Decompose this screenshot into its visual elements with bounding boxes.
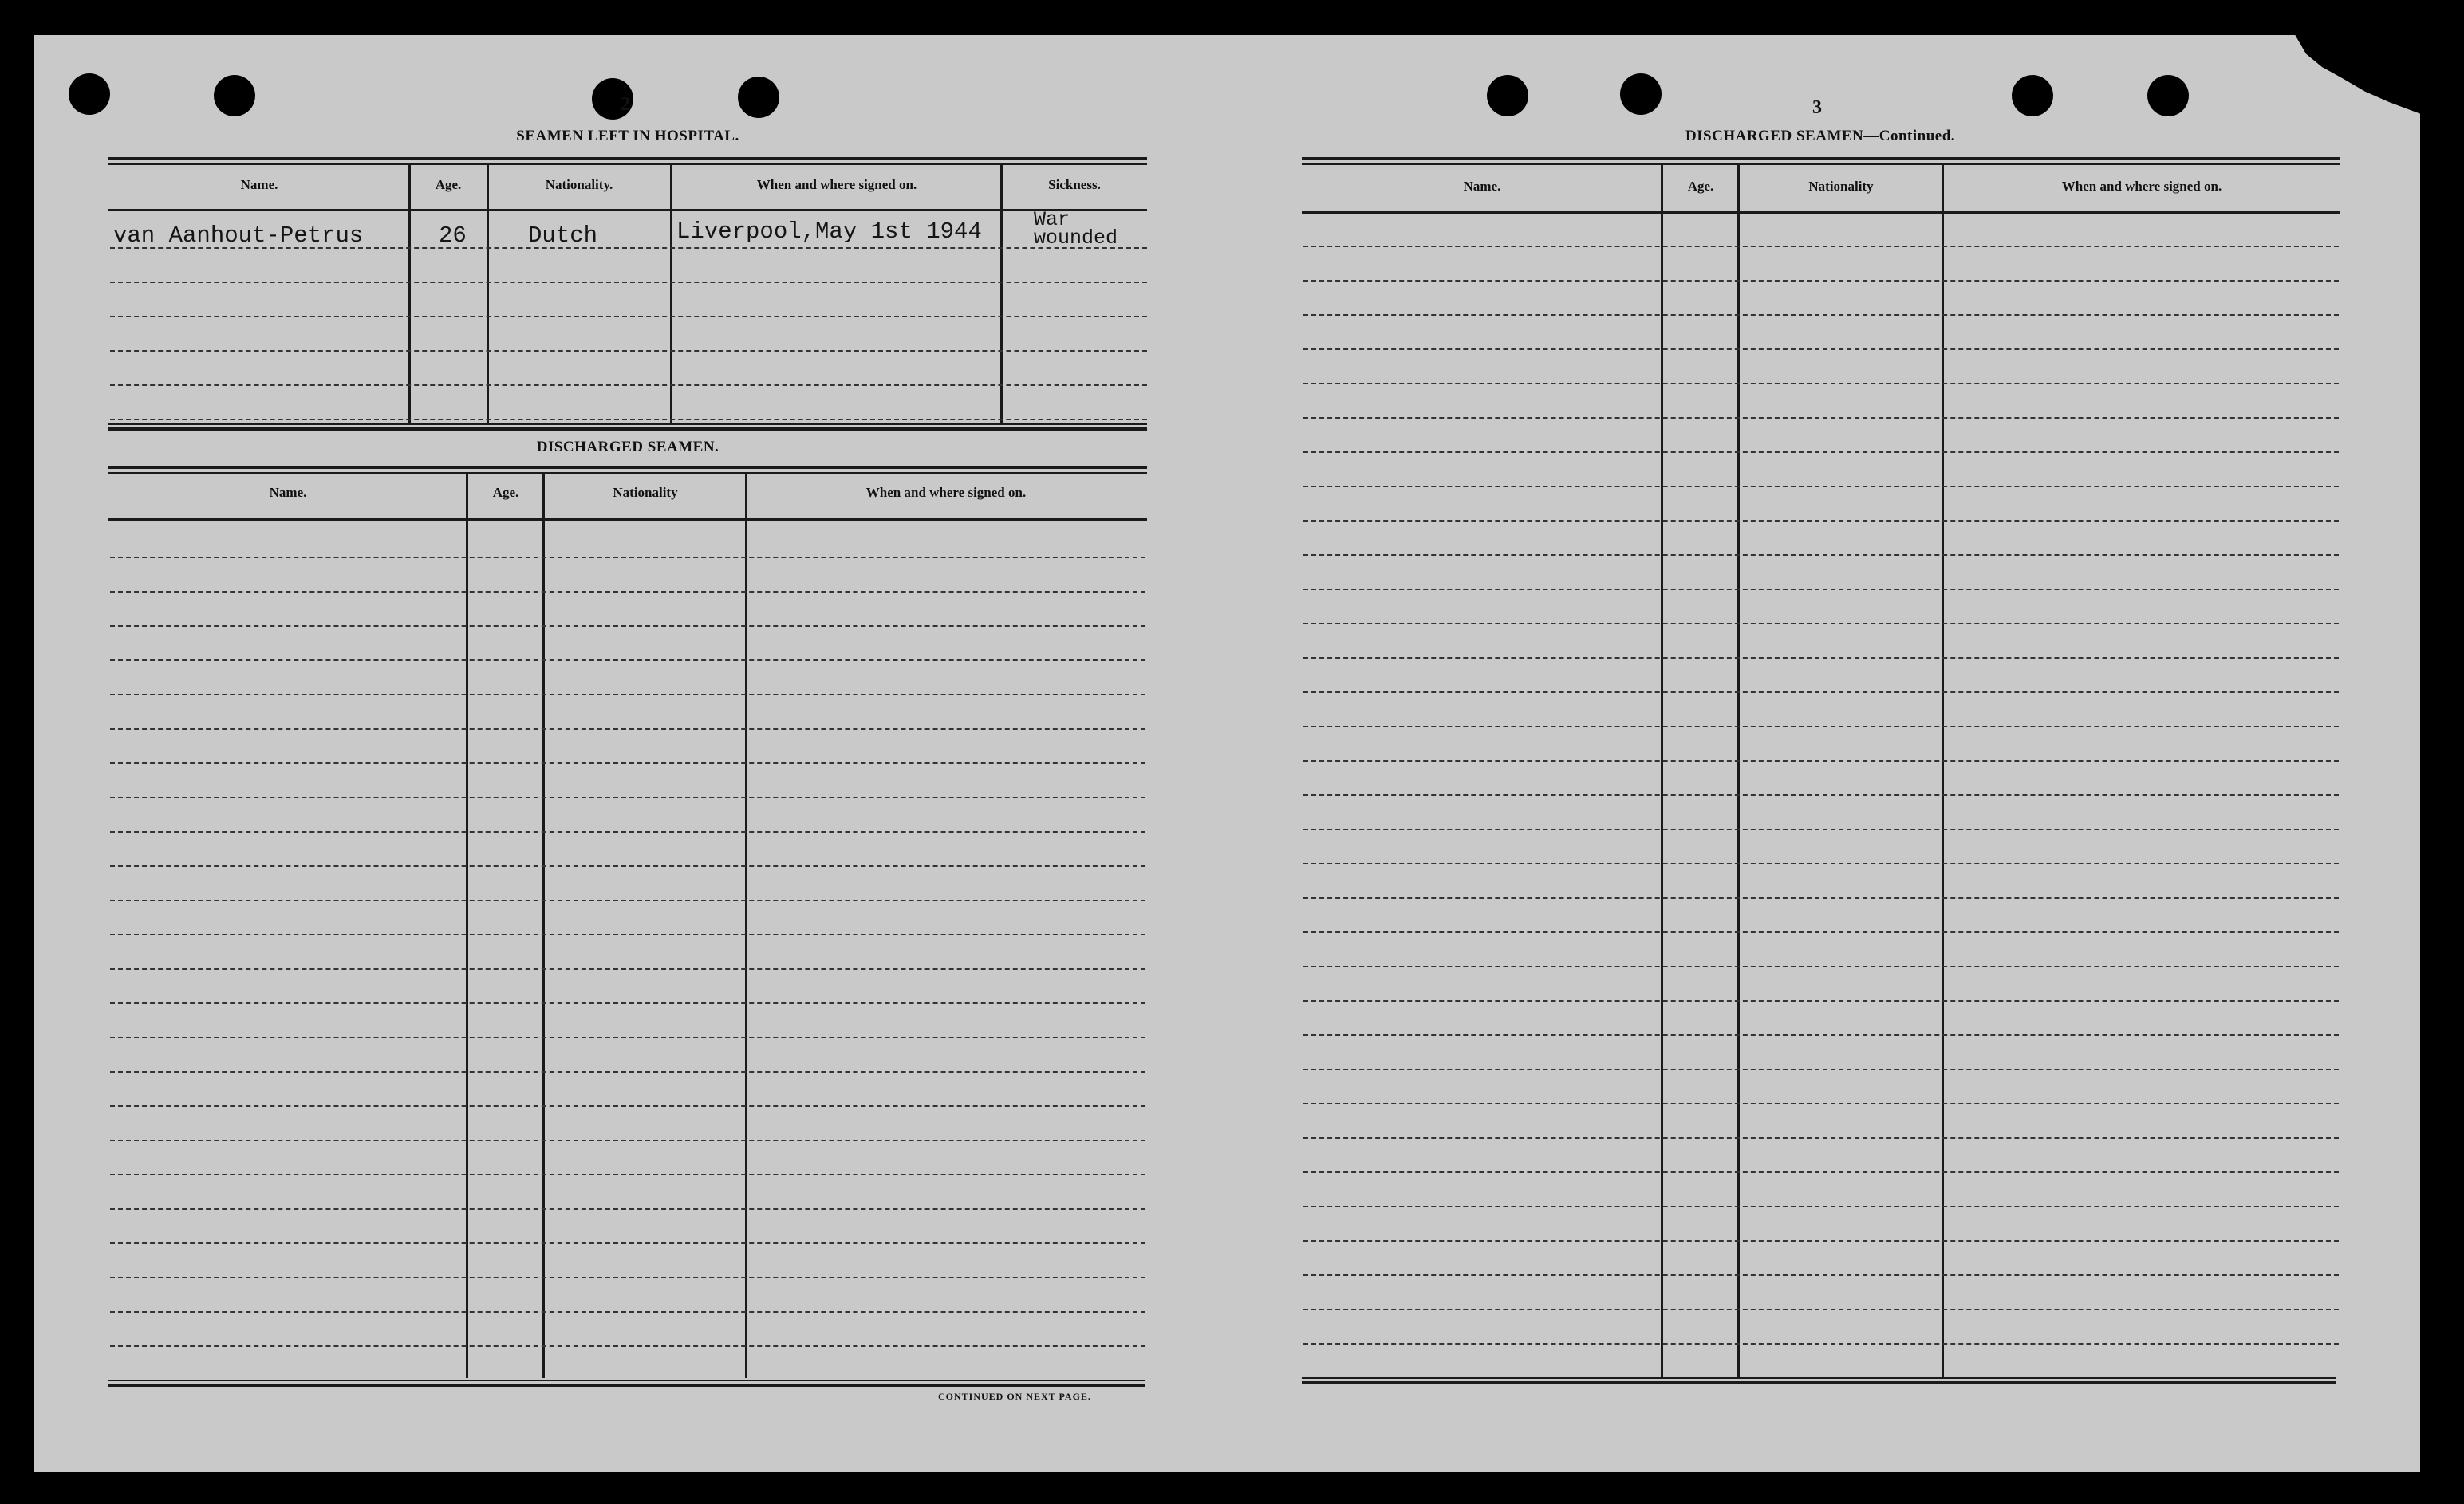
punch-hole [2012, 75, 2053, 116]
right-header-name: Name. [1463, 179, 1501, 194]
discharged-bottom-rule [108, 1380, 1145, 1381]
continued-footer: CONTINUED ON NEXT PAGE. [938, 1391, 1091, 1402]
hospital-top-rule-thin [108, 163, 1147, 165]
right-header-rule [1302, 211, 2340, 214]
hospital-row-sickness-2: wounded [1034, 226, 1118, 250]
right-dotted-line [1303, 1069, 2339, 1070]
right-top-rule-thin [1302, 163, 2340, 165]
discharged-dotted-line [110, 865, 1145, 867]
right-header-signed-on: When and where signed on. [2061, 179, 2222, 194]
right-dotted-line [1303, 1206, 2339, 1207]
hospital-header-sickness: Sickness. [1048, 177, 1101, 192]
document-sheet [34, 35, 2420, 1472]
discharged-dotted-line [110, 591, 1145, 593]
punch-hole [1487, 75, 1528, 116]
discharged-dotted-line [110, 934, 1145, 935]
right-dotted-line [1303, 246, 2339, 247]
page-number-right: 3 [1812, 97, 1822, 118]
right-dotted-line [1303, 554, 2339, 556]
right-header-age: Age. [1687, 179, 1714, 194]
right-header-nationality: Nationality [1808, 179, 1874, 194]
hospital-dotted-line [110, 350, 1147, 352]
discharged-dotted-line [110, 831, 1145, 833]
right-col-divider [1737, 165, 1740, 1377]
right-dotted-line [1303, 417, 2339, 419]
right-col-divider [1661, 165, 1663, 1377]
hospital-title: SEAMEN LEFT IN HOSPITAL. [516, 128, 739, 144]
page-number-left: 2 [621, 94, 630, 115]
hospital-header-nationality: Nationality. [545, 177, 613, 192]
right-dotted-line [1303, 966, 2339, 967]
discharged-header-age: Age. [492, 485, 519, 500]
punch-hole [2147, 75, 2189, 116]
right-dotted-line [1303, 451, 2339, 453]
right-dotted-line [1303, 1000, 2339, 1002]
discharged-header-nationality: Nationality [613, 485, 678, 500]
right-dotted-line [1303, 863, 2339, 864]
punch-hole [738, 77, 779, 118]
discharged-dotted-line [110, 1277, 1145, 1278]
right-bottom-rule [1302, 1377, 2336, 1379]
right-dotted-line [1303, 829, 2339, 830]
discharged-dotted-line [110, 557, 1145, 558]
hospital-bottom-rule [108, 423, 1147, 425]
right-dotted-line [1303, 726, 2339, 727]
punch-hole [1620, 73, 1662, 115]
right-dotted-line [1303, 931, 2339, 933]
right-dotted-line [1303, 383, 2339, 384]
discharged-dotted-line [110, 1208, 1145, 1210]
hospital-header-age: Age. [435, 177, 462, 192]
discharged-header-rule [108, 518, 1147, 521]
right-dotted-line [1303, 794, 2339, 796]
hospital-dotted-line [110, 247, 1147, 249]
hospital-row-age: 26 [439, 222, 467, 249]
hospital-dotted-line [110, 384, 1147, 386]
right-dotted-line [1303, 1034, 2339, 1036]
hospital-row-name: van Aanhout-Petrus [113, 222, 364, 249]
discharged-bottom-rule-thick [108, 1384, 1145, 1387]
right-dotted-line [1303, 486, 2339, 487]
right-dotted-line [1303, 520, 2339, 522]
right-col-divider [1942, 165, 1944, 1377]
discharged-dotted-line [110, 1105, 1145, 1107]
hospital-header-signed-on: When and where signed on. [756, 177, 917, 192]
right-dotted-line [1303, 348, 2339, 350]
right-dotted-line [1303, 1137, 2339, 1139]
hospital-dotted-line [110, 316, 1147, 317]
discharged-continued-title: DISCHARGED SEAMEN—Continued. [1685, 128, 1956, 144]
hospital-row-signed-on: Liverpool,May 1st 1944 [676, 219, 982, 245]
discharged-dotted-line [110, 1242, 1145, 1244]
right-dotted-line [1303, 589, 2339, 590]
hospital-bottom-rule-thick [108, 427, 1147, 431]
right-dotted-line [1303, 280, 2339, 282]
punch-hole [69, 73, 110, 115]
hospital-dotted-line [110, 282, 1147, 283]
discharged-dotted-line [110, 797, 1145, 798]
hospital-header-rule [108, 209, 1147, 211]
hospital-dotted-line [110, 419, 1147, 420]
right-dotted-line [1303, 1343, 2339, 1345]
right-dotted-line [1303, 760, 2339, 762]
right-dotted-line [1303, 1274, 2339, 1276]
hospital-row-sickness-1: War [1034, 208, 1070, 231]
discharged-title: DISCHARGED SEAMEN. [536, 439, 719, 455]
discharged-dotted-line [110, 1037, 1145, 1038]
hospital-top-rule [108, 157, 1147, 160]
discharged-dotted-line [110, 968, 1145, 970]
hospital-header-name: Name. [240, 177, 278, 192]
discharged-dotted-line [110, 625, 1145, 627]
discharged-dotted-line [110, 728, 1145, 730]
discharged-dotted-line [110, 694, 1145, 695]
discharged-header-signed-on: When and where signed on. [865, 485, 1027, 500]
right-dotted-line [1303, 1240, 2339, 1242]
discharged-top-rule [108, 466, 1147, 469]
discharged-header-name: Name. [269, 485, 307, 500]
discharged-dotted-line [110, 762, 1145, 764]
discharged-dotted-line [110, 1311, 1145, 1313]
right-dotted-line [1303, 691, 2339, 693]
right-bottom-rule-thick [1302, 1381, 2336, 1384]
right-dotted-line [1303, 623, 2339, 624]
hospital-row-nationality: Dutch [528, 222, 598, 249]
right-dotted-line [1303, 1103, 2339, 1104]
discharged-dotted-line [110, 900, 1145, 901]
discharged-dotted-line [110, 1071, 1145, 1073]
discharged-dotted-line [110, 1140, 1145, 1141]
discharged-top-rule-thin [108, 472, 1147, 474]
right-dotted-line [1303, 657, 2339, 659]
discharged-dotted-line [110, 1002, 1145, 1004]
discharged-dotted-line [110, 1345, 1145, 1347]
right-top-rule [1302, 157, 2340, 160]
punch-hole [214, 75, 255, 116]
right-dotted-line [1303, 314, 2339, 316]
right-dotted-line [1303, 1309, 2339, 1310]
discharged-dotted-line [110, 659, 1145, 661]
right-dotted-line [1303, 1171, 2339, 1173]
right-dotted-line [1303, 897, 2339, 899]
discharged-dotted-line [110, 1174, 1145, 1175]
